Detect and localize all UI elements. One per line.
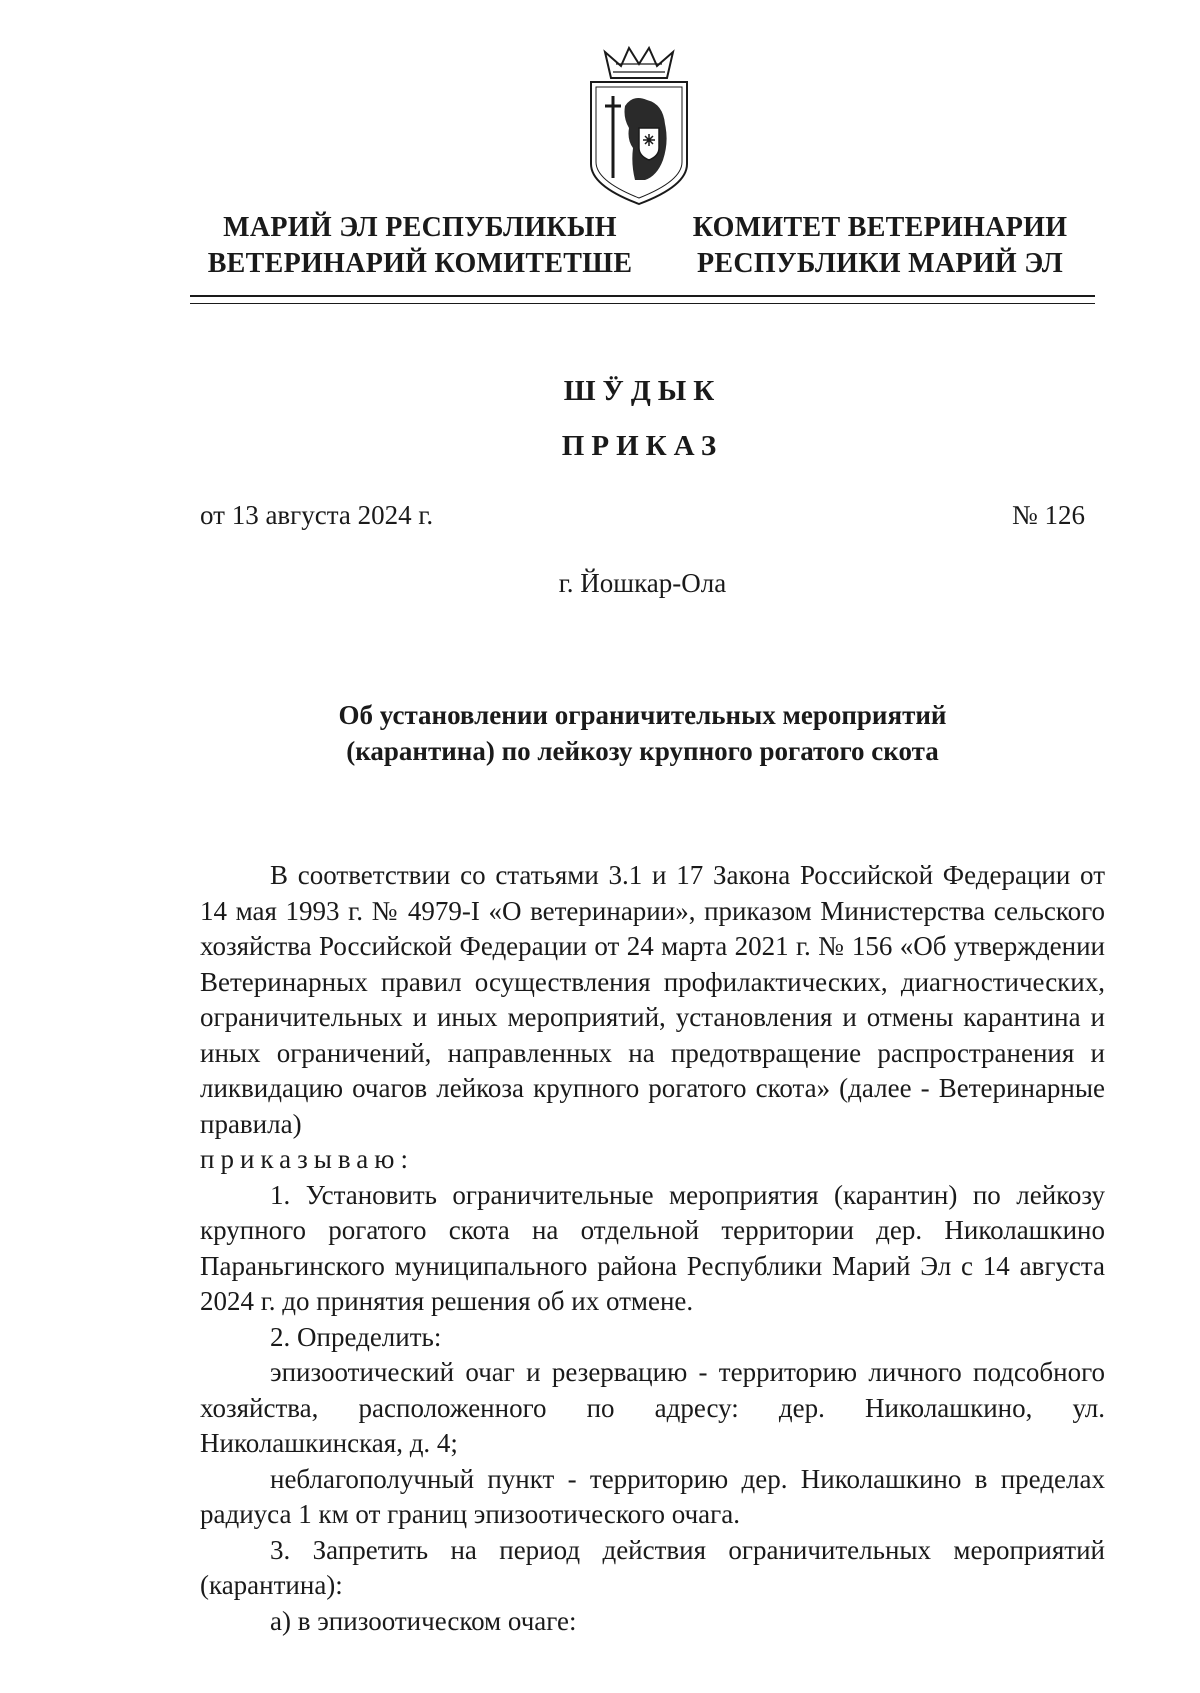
item-3a-paragraph: а) в эпизоотическом очаге: <box>270 1605 577 1636</box>
subject-line-2: (карантина) по лейкозу крупного рогатого скота <box>346 736 939 766</box>
document-city: г. Йошкар-Ола <box>558 568 727 598</box>
item-2-epizootic-focus: эпизоотический очаг и резервацию - территорию личного подсобного хозяйства, расположенного по адресу: дер. Николашкино, ул. Николашкинская, д. 4; <box>200 1357 1105 1458</box>
coat-of-arms-emblem <box>583 44 695 212</box>
item-1-paragraph: 1. Установить ограничительные мероприятия (карантин) по лейкозу крупного рогатого скота на отдельной территории дер. Николашкино Параньгинского муниципального района Республики Марий Эл с 14 августа 2024 г. до принятия решения об их отмене. <box>200 1179 1105 1316</box>
subject-line-1: Об установлении ограничительных мероприятий <box>338 700 947 730</box>
document-title-mari: ШӰДЫК <box>563 375 722 407</box>
item-3-paragraph: 3. Запретить на период действия ограничительных мероприятий (карантина): <box>200 1534 1105 1600</box>
document-body <box>200 858 1105 1639</box>
order-word: приказываю: <box>200 1144 414 1174</box>
item-2-paragraph: 2. Определить: <box>270 1321 442 1352</box>
header-left-line2: ВЕТЕРИНАРИЙ КОМИТЕТШЕ <box>207 248 633 279</box>
header-right-block <box>680 210 1080 282</box>
header-divider-thin <box>190 303 1095 304</box>
header-left-line1: МАРИЙ ЭЛ РЕСПУБЛИКЫН <box>223 212 617 243</box>
document-subject <box>190 697 1095 769</box>
preamble-paragraph: В соответствии со статьями 3.1 и 17 Закона Российской Федерации от 14 мая 1993 г. № 4979-I «О ветеринарии», приказом Министерства сельского хозяйства Российской Федерации от 24 марта 2021 г. № 156 «Об утверждении Ветеринарных правил осуществления профилактических, диагностических, ограничительных и иных мероприятий, установления и отмены карантина и иных ограничений, направленных на предотвращение распространения и ликвидацию очагов лейкоза крупного рогатого скота» (далее - Ветеринарные правила) <box>200 860 1105 1139</box>
header-right-line2: РЕСПУБЛИКИ МАРИЙ ЭЛ <box>697 248 1063 279</box>
header-divider-thick <box>190 295 1095 297</box>
header-left-block <box>200 210 640 282</box>
document-number: № 126 <box>1011 500 1085 530</box>
header-right-line1: КОМИТЕТ ВЕТЕРИНАРИИ <box>692 212 1068 243</box>
document-title-russian: ПРИКАЗ <box>561 430 724 462</box>
item-2-unfavorable-point: неблагополучный пункт - территорию дер. Николашкино в пределах радиуса 1 км от границ эпизоотического очага. <box>200 1463 1105 1529</box>
document-date: от 13 августа 2024 г. <box>200 500 434 530</box>
